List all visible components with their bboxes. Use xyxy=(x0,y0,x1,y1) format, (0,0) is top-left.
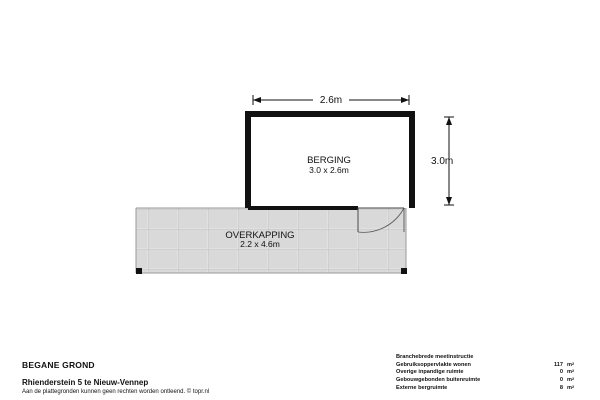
stats-row xyxy=(396,368,575,377)
stats-label: Overige inpandige ruimte xyxy=(396,369,464,376)
overkapping-name: OVERKAPPING xyxy=(225,230,295,241)
area-stats xyxy=(396,354,575,393)
stats-row xyxy=(396,383,575,393)
stats-unit-sup: 2 xyxy=(572,376,575,382)
stats-value: 117 xyxy=(553,361,564,368)
stats-row xyxy=(396,360,575,370)
height-label: 3.0m xyxy=(431,156,454,167)
stats-unit: m xyxy=(567,361,572,368)
stats-unit: m xyxy=(567,377,572,384)
berging-name: BERGING xyxy=(307,155,351,166)
stats-value: 0 xyxy=(559,369,564,376)
floor-title: BEGANE GROND xyxy=(22,360,95,370)
overkapping-size: 2.2 x 4.6m xyxy=(240,239,280,249)
stats-unit-sup: 2 xyxy=(572,360,575,366)
height-dimension xyxy=(431,117,454,205)
corner-post xyxy=(401,268,407,274)
corner-post xyxy=(136,268,142,274)
stats-label: Gebruiksoppervlakte wonen xyxy=(396,361,471,368)
berging-size: 3.0 x 2.6m xyxy=(309,165,349,175)
stats-label: Externe bergruimte xyxy=(396,384,448,391)
address: Rhienderstein 5 te Nieuw-Vennep xyxy=(22,377,149,387)
stats-label: Gebouwgebonden buitenruimte xyxy=(396,377,481,384)
width-dimension xyxy=(253,93,409,106)
stats-unit: m xyxy=(567,369,572,376)
stats-unit-sup: 2 xyxy=(572,368,575,374)
stats-unit: m xyxy=(567,384,572,391)
stats-value: 0 xyxy=(559,377,564,384)
stats-value: 8 xyxy=(559,384,564,391)
stats-row xyxy=(396,376,575,385)
stats-title: Branchebrede meetinstructie xyxy=(396,354,474,360)
stats-unit-sup: 2 xyxy=(572,383,575,389)
footer-info xyxy=(22,360,209,396)
disclaimer: Aan de plattegronden kunnen geen rechten worden ontleend. © topr.nl xyxy=(22,388,210,395)
width-label: 2.6m xyxy=(319,95,343,106)
